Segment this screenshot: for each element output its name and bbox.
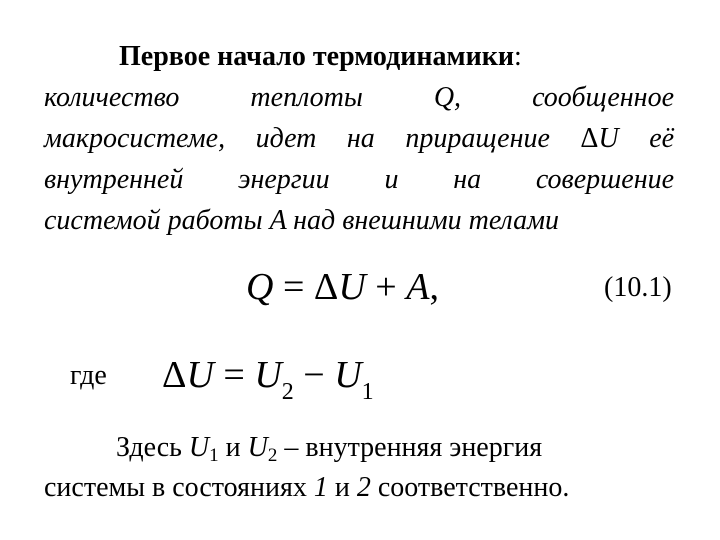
symbol-u: U xyxy=(598,123,619,154)
note-line-2 xyxy=(44,468,684,508)
delta-symbol: Δ xyxy=(162,354,187,396)
word: её xyxy=(649,123,675,154)
symbol-u2: U xyxy=(247,432,268,463)
word: Q, xyxy=(433,82,462,113)
equation-number: (10.1) xyxy=(604,272,672,303)
note-line-1 xyxy=(44,428,684,468)
delta-symbol: Δ xyxy=(313,266,339,308)
word: и xyxy=(384,164,399,195)
word: идет xyxy=(255,123,317,154)
note-text: и xyxy=(327,472,357,503)
word: на xyxy=(453,164,482,195)
comma: , xyxy=(429,266,439,308)
word: макросистеме, xyxy=(44,123,226,154)
equals-sign: = xyxy=(273,266,314,308)
word: сообщенное xyxy=(532,82,674,113)
explanation-note xyxy=(44,428,684,508)
where-label: где xyxy=(70,360,107,391)
symbol-u2: U xyxy=(254,354,282,396)
note-text: – внутренняя энергия xyxy=(277,432,543,463)
note-text: Здесь xyxy=(116,432,189,463)
symbol-u: U xyxy=(338,266,366,308)
subscript-2: 2 xyxy=(281,379,294,405)
word: совершение xyxy=(535,164,675,195)
title-colon: : xyxy=(514,41,522,72)
word: приращение xyxy=(405,123,550,154)
definition-line-3 xyxy=(44,159,674,200)
word: энергии xyxy=(238,164,330,195)
definition-line-4 xyxy=(44,200,674,241)
plus-sign: + xyxy=(365,266,407,308)
note-text: и xyxy=(218,432,248,463)
symbol-u1: U xyxy=(188,432,210,463)
state-1: 1 xyxy=(313,472,328,503)
symbol-u: U xyxy=(186,354,214,396)
equals-sign: = xyxy=(213,354,255,396)
symbol-a: A xyxy=(406,266,430,308)
minus-sign: − xyxy=(293,354,335,396)
definition-block xyxy=(44,36,674,241)
definition-line-1 xyxy=(44,77,674,118)
subscript-1: 1 xyxy=(361,379,374,405)
symbol-u1: U xyxy=(334,354,362,396)
state-2: 2 xyxy=(356,472,371,503)
law-name: Первое начало термодинамики xyxy=(119,41,515,72)
note-text: соответственно. xyxy=(370,472,570,503)
note-text: системы в состояниях xyxy=(44,472,314,503)
delta-symbol: Δ xyxy=(580,123,599,154)
symbol-q: Q xyxy=(246,266,274,308)
definition-title xyxy=(44,36,674,77)
word xyxy=(580,123,618,154)
subscript-1: 1 xyxy=(209,445,219,466)
word: на xyxy=(346,123,375,154)
first-law-equation xyxy=(246,262,439,312)
subscript-2: 2 xyxy=(267,445,278,466)
word: количество xyxy=(44,82,180,113)
word: системой работы A над внешними телами xyxy=(44,205,559,236)
definition-line-2 xyxy=(44,118,674,159)
word: теплоты xyxy=(250,82,363,113)
internal-energy-change-equation xyxy=(162,350,374,405)
word: внутренней xyxy=(44,164,184,195)
